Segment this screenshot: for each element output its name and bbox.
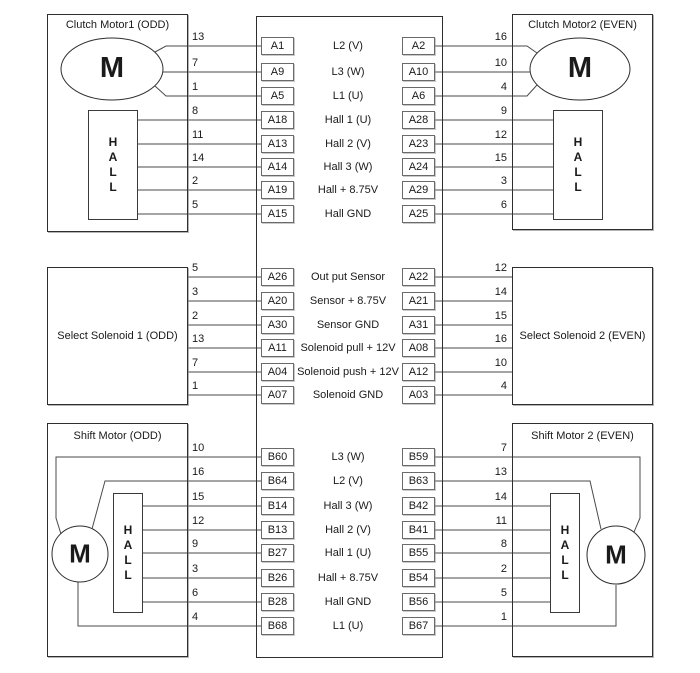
device-title: Shift Motor (ODD) <box>73 430 162 442</box>
wire-number: 4 <box>192 611 199 623</box>
pin-box: A30 <box>261 316 294 334</box>
pin-box: A21 <box>402 292 435 310</box>
pin-box: A03 <box>402 386 435 404</box>
wire-number: 6 <box>192 587 199 599</box>
pin-box: A12 <box>402 363 435 381</box>
wire-number: 9 <box>500 105 507 117</box>
pin-box: B42 <box>402 497 435 515</box>
pin-box: B26 <box>261 569 294 587</box>
device-title: Clutch Motor1 (ODD) <box>65 19 170 31</box>
wire-number: 7 <box>500 442 507 454</box>
hall-box <box>88 110 138 220</box>
wire-number: 16 <box>494 31 507 43</box>
wire-number: 7 <box>192 57 199 69</box>
wire-number: 14 <box>494 286 507 298</box>
wire-number: 16 <box>192 466 205 478</box>
wire-number: 7 <box>192 357 199 369</box>
motor-letter: M <box>605 539 627 570</box>
pin-box: A2 <box>402 37 435 55</box>
wire-number: 2 <box>192 310 199 322</box>
device-title: Select Solenoid 1 (ODD) <box>57 330 178 342</box>
wire-number: 4 <box>500 380 507 392</box>
wire-number: 15 <box>494 152 507 164</box>
signal-label: Sensor GND <box>316 319 380 331</box>
wire-number: 14 <box>494 491 507 503</box>
motor-letter: M <box>567 51 593 84</box>
pin-box: A13 <box>261 135 294 153</box>
pin-box: A04 <box>261 363 294 381</box>
signal-label: Solenoid push + 12V <box>297 366 399 378</box>
pin-box: B67 <box>402 617 435 635</box>
pin-box: A10 <box>402 63 435 81</box>
signal-label: Hall 1 (U) <box>324 114 372 126</box>
signal-label: L3 (W) <box>331 66 365 78</box>
wire-number: 6 <box>500 199 507 211</box>
signal-label: Hall 2 (V) <box>325 138 371 150</box>
wire-number: 8 <box>500 538 507 550</box>
pin-box: A1 <box>261 37 294 55</box>
pin-box: A23 <box>402 135 435 153</box>
pin-box: A07 <box>261 386 294 404</box>
wire-number: 5 <box>500 587 507 599</box>
hall-label: HALL <box>573 135 583 194</box>
pin-box: A28 <box>402 111 435 129</box>
wire-number: 1 <box>192 380 199 392</box>
pin-box: A25 <box>402 205 435 223</box>
pin-box: A6 <box>402 87 435 105</box>
signal-label: Hall + 8.75V <box>317 572 379 584</box>
pin-box: B68 <box>261 617 294 635</box>
wire-number: 3 <box>500 175 507 187</box>
wire-number: 9 <box>192 538 199 550</box>
pin-box: A22 <box>402 268 435 286</box>
pin-box: B63 <box>402 472 435 490</box>
motor-letter: M <box>99 51 125 84</box>
pin-box: A18 <box>261 111 294 129</box>
pin-box: A08 <box>402 339 435 357</box>
wire-number: 5 <box>192 199 199 211</box>
hall-box <box>553 110 603 220</box>
pin-box: A5 <box>261 87 294 105</box>
wire-number: 2 <box>500 563 507 575</box>
signal-label: Sensor + 8.75V <box>309 295 387 307</box>
pin-box: A11 <box>261 339 294 357</box>
wire-number: 12 <box>494 129 507 141</box>
wire-number: 10 <box>192 442 205 454</box>
signal-label: Hall 2 (V) <box>325 524 371 536</box>
pin-box: A20 <box>261 292 294 310</box>
hall-label: HALL <box>108 135 118 194</box>
pin-box: A26 <box>261 268 294 286</box>
signal-label: L3 (W) <box>331 451 365 463</box>
wire-number: 3 <box>192 563 199 575</box>
wire-number: 5 <box>192 262 199 274</box>
hall-label: HALL <box>560 523 570 582</box>
wire-number: 11 <box>495 515 507 527</box>
wire-number: 13 <box>192 333 205 345</box>
hall-box <box>550 493 580 613</box>
pin-box: A19 <box>261 181 294 199</box>
wire-number: 1 <box>192 81 199 93</box>
signal-label: Hall GND <box>324 208 372 220</box>
pin-box: A14 <box>261 158 294 176</box>
pin-box: B14 <box>261 497 294 515</box>
wire-number: 14 <box>192 152 205 164</box>
signal-label: Solenoid pull + 12V <box>300 342 396 354</box>
device-box-shift-right <box>512 423 653 657</box>
signal-label: L1 (U) <box>332 620 364 632</box>
pin-box: B41 <box>402 521 435 539</box>
device-title: Clutch Motor2 (EVEN) <box>528 19 637 31</box>
signal-label: Hall 3 (W) <box>323 161 373 173</box>
pin-box: B56 <box>402 593 435 611</box>
pin-box: B28 <box>261 593 294 611</box>
signal-label: L2 (V) <box>333 475 363 487</box>
wire-number: 3 <box>192 286 199 298</box>
hall-box <box>113 493 143 613</box>
wire-number: 15 <box>192 491 205 503</box>
signal-label: Solenoid GND <box>312 389 384 401</box>
wire-number: 1 <box>500 611 507 623</box>
pin-box: B55 <box>402 544 435 562</box>
pin-box: A9 <box>261 63 294 81</box>
signal-label: L2 (V) <box>333 40 363 52</box>
pin-box: B54 <box>402 569 435 587</box>
wire-number: 8 <box>192 105 199 117</box>
wire-number: 10 <box>494 357 507 369</box>
wire-number: 15 <box>494 310 507 322</box>
device-title: Select Solenoid 2 (EVEN) <box>519 330 646 342</box>
pin-box: B27 <box>261 544 294 562</box>
wire-number: 11 <box>192 129 204 141</box>
wire-number: 12 <box>494 262 507 274</box>
pin-box: B13 <box>261 521 294 539</box>
wire-number: 4 <box>500 81 507 93</box>
signal-label: Out put Sensor <box>311 271 385 283</box>
signal-label: Hall 1 (U) <box>324 547 372 559</box>
wire-number: 10 <box>494 57 507 69</box>
pin-box: B59 <box>402 448 435 466</box>
signal-label: Hall 3 (W) <box>323 500 373 512</box>
wire-number: 13 <box>494 466 507 478</box>
pin-box: A24 <box>402 158 435 176</box>
signal-label: Hall + 8.75V <box>317 184 379 196</box>
pin-box: A15 <box>261 205 294 223</box>
pin-box: B64 <box>261 472 294 490</box>
pin-box: B60 <box>261 448 294 466</box>
wire-number: 16 <box>494 333 507 345</box>
pin-box: A31 <box>402 316 435 334</box>
device-title: Shift Motor 2 (EVEN) <box>531 430 634 442</box>
signal-label: Hall GND <box>324 596 372 608</box>
pin-box: A29 <box>402 181 435 199</box>
hall-label: HALL <box>123 523 133 582</box>
wire-number: 2 <box>192 175 199 187</box>
wire-number: 13 <box>192 31 205 43</box>
signal-label: L1 (U) <box>332 90 364 102</box>
motor-letter: M <box>69 538 91 569</box>
wire-number: 12 <box>192 515 205 527</box>
